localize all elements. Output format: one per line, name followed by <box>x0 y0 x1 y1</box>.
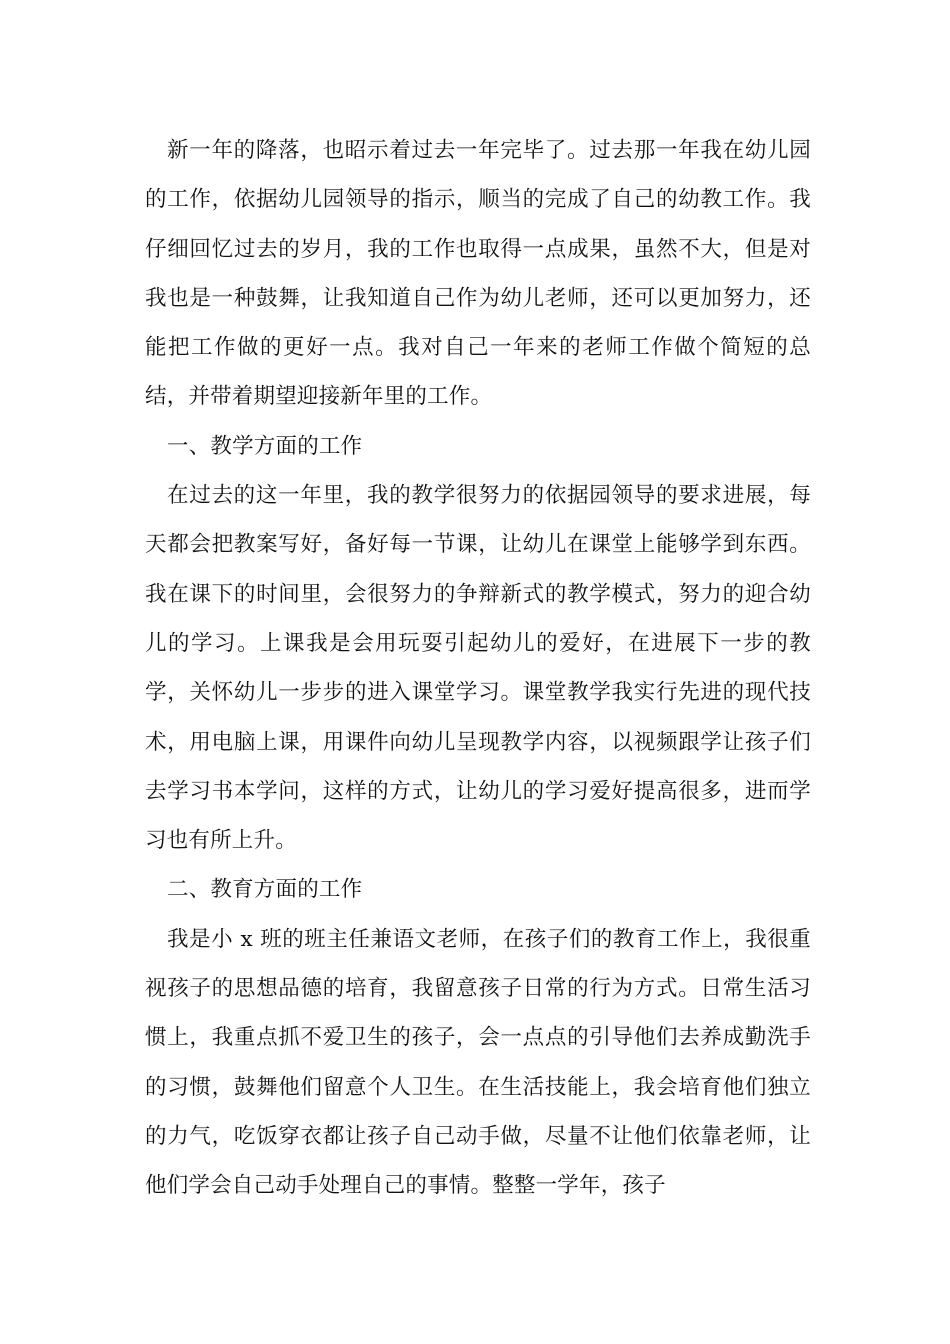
document-body <box>145 126 811 1211</box>
section-heading-teaching: 一、教学方面的工作 <box>167 433 363 459</box>
education-paragraph: 我是小 x 班的班主任兼语文老师，在孩子们的教育工作上，我很重视孩子的思想品德的培育，我留意孩子日常的行为方式。日常生活习惯上，我重点抓不爱卫生的孩子，会一点点的引导他们去养成勤洗手的习惯，鼓舞他们留意个人卫生。在生活技能上，我会培育他们独立的力气，吃饭穿衣都让孩子自己动手做，尽量不让他们依靠老师，让他们学会自己动手处理自己的事情。整整一学年，孩子 <box>145 926 811 1199</box>
intro-paragraph: 新一年的降落，也昭示着过去一年完毕了。过去那一年我在幼儿园的工作，依据幼儿园领导的指示，顺当的完成了自己的幼教工作。我仔细回忆过去的岁月，我的工作也取得一点成果，虽然不大，但是对我也是一种鼓舞，让我知道自己作为幼儿老师，还可以更加努力，还能把工作做的更好一点。我对自己一年来的老师工作做个简短的总结，并带着期望迎接新年里的工作。 <box>145 138 811 410</box>
teaching-paragraph: 在过去的这一年里，我的教学很努力的依据园领导的要求进展，每天都会把教案写好，备好每一节课，让幼儿在课堂上能够学到东西。我在课下的时间里，会很努力的争辩新式的教学模式，努力的迎合幼儿的学习。上课我是会用玩耍引起幼儿的爱好，在进展下一步的教学，关怀幼儿一步步的进入课堂学习。课堂教学我实行先进的现代技术，用电脑上课，用课件向幼儿呈现教学内容，以视频跟学让孩子们去学习书本学问，这样的方式，让幼儿的学习爱好提高很多，进而学习也有所上升。 <box>145 483 811 854</box>
section-heading-education: 二、教育方面的工作 <box>167 877 363 903</box>
